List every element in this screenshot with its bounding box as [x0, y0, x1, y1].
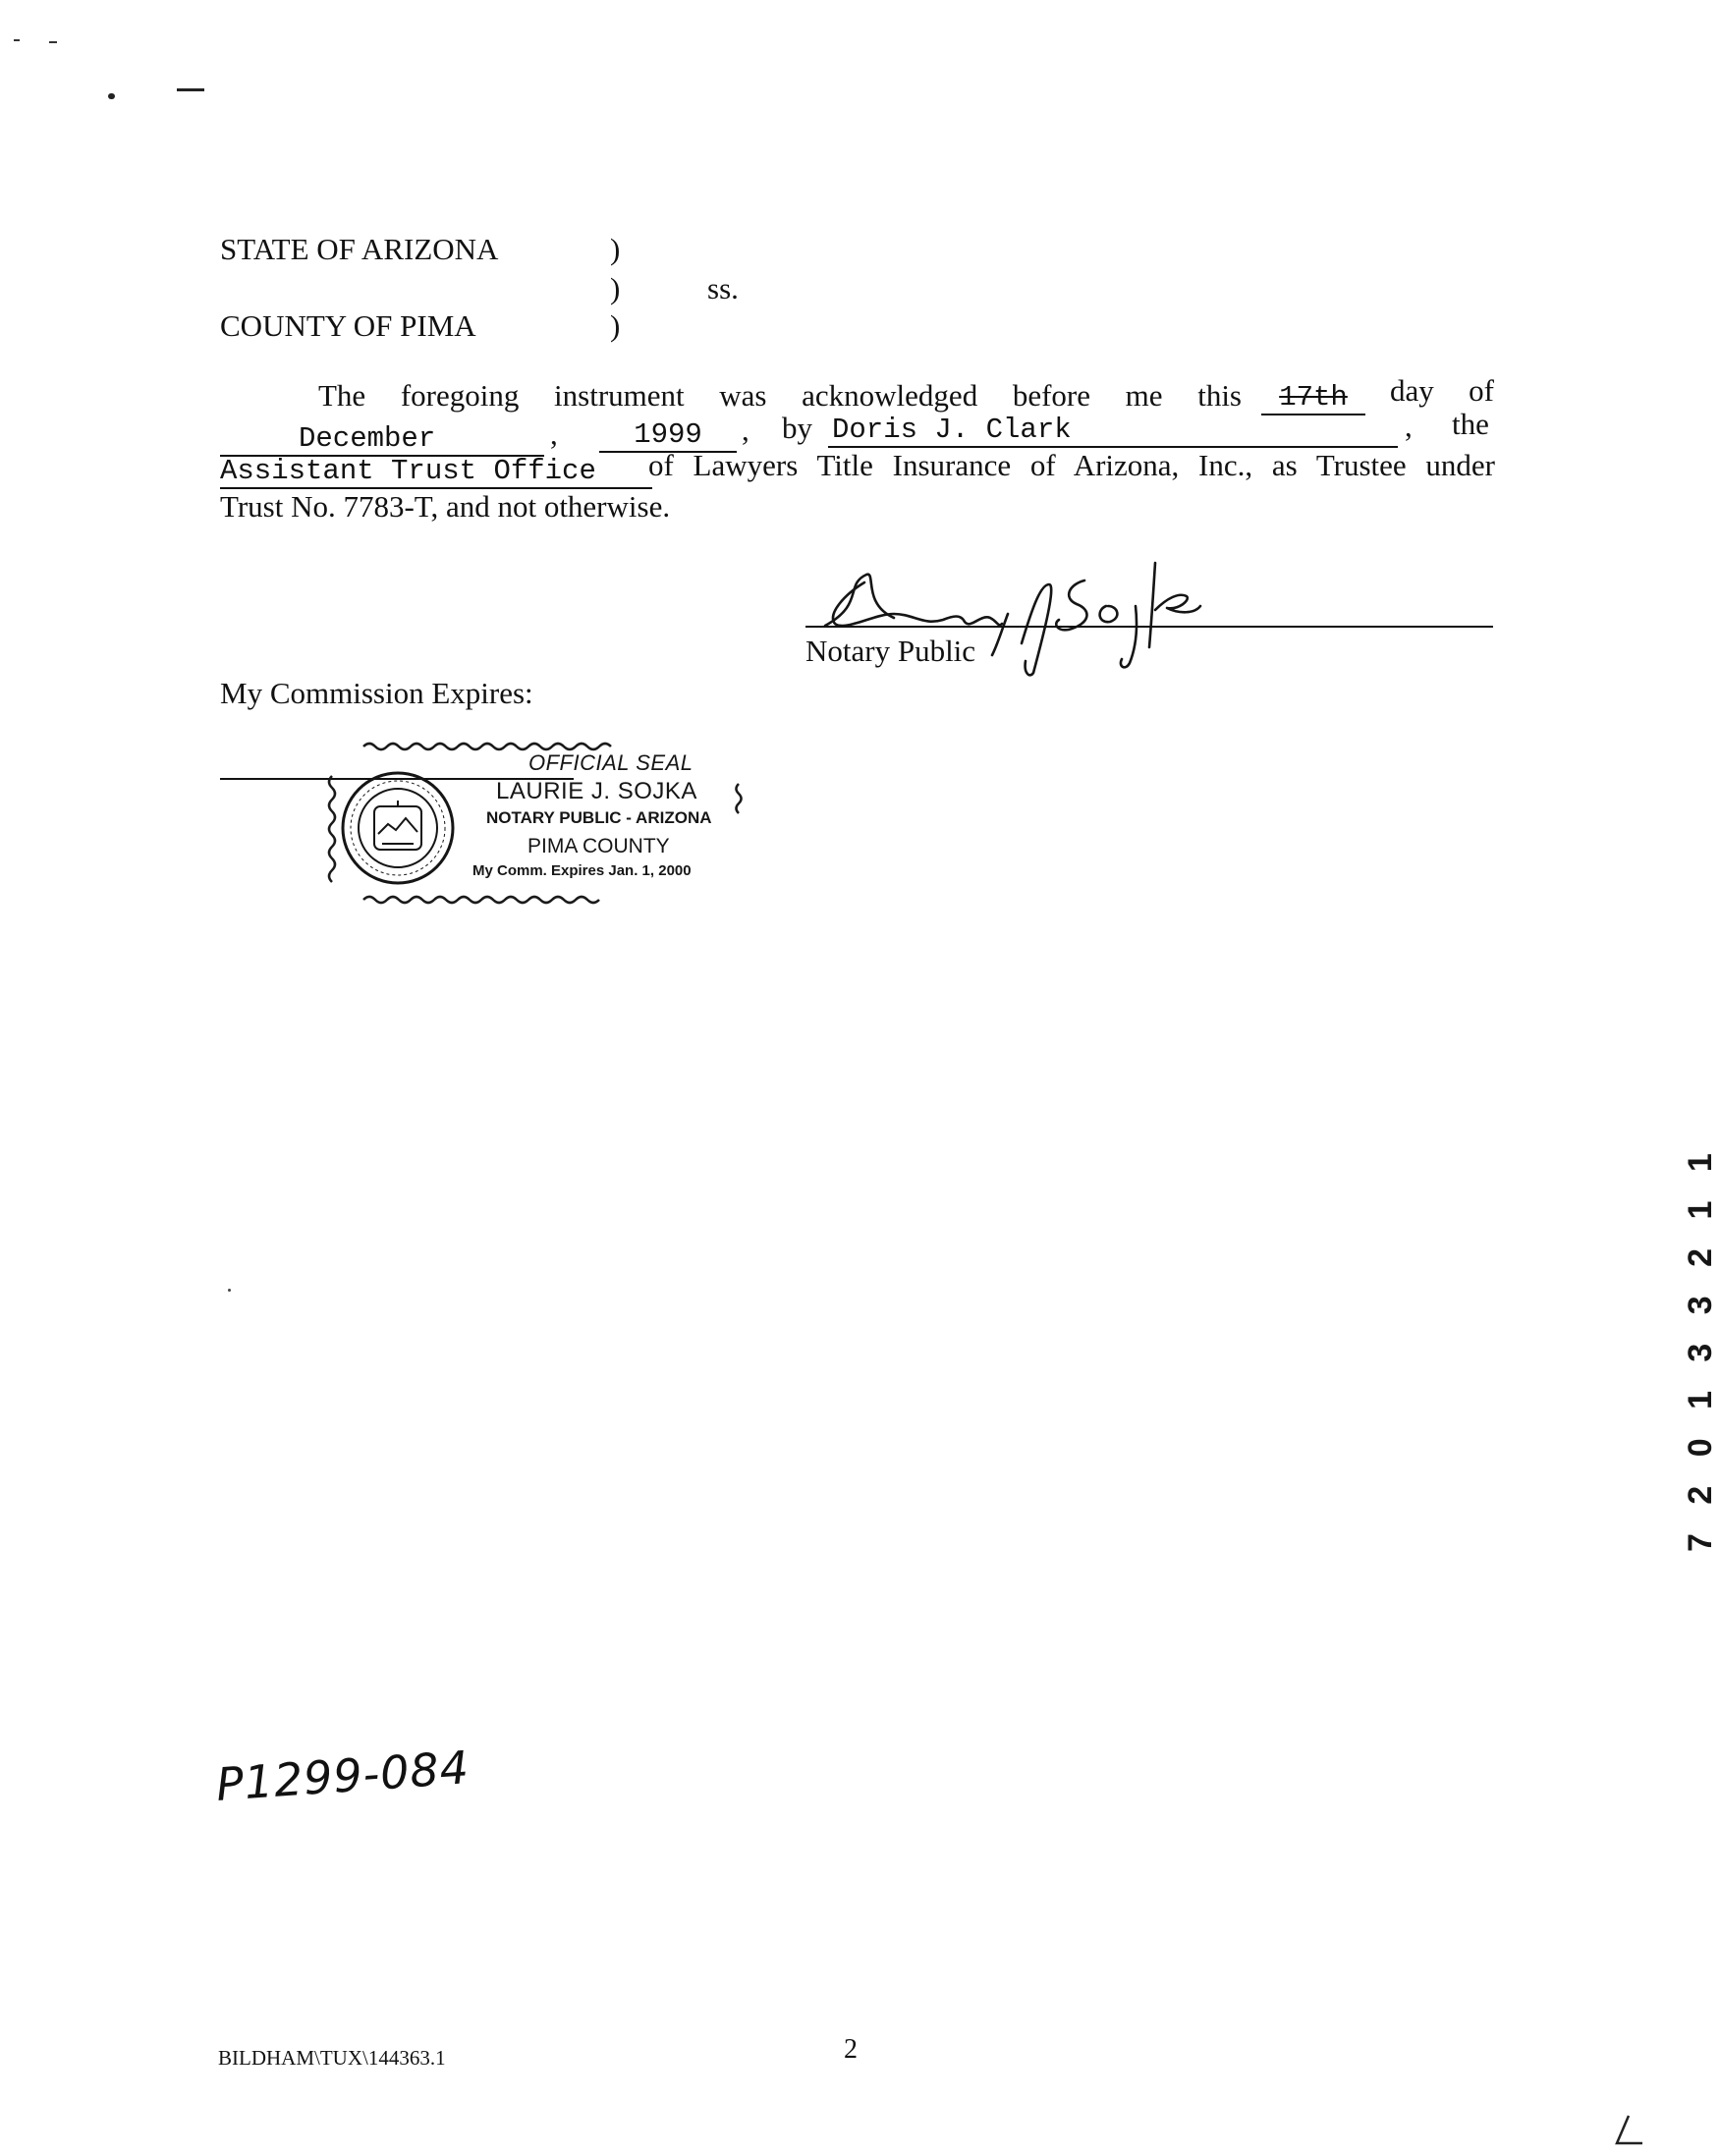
comma-2: , — [742, 413, 749, 447]
notary-signature-line — [805, 626, 1493, 628]
handwritten-file-number: P1299-084 — [214, 1741, 472, 1811]
paren-1: ) — [610, 232, 621, 266]
scan-speck — [177, 88, 204, 91]
ack-day-field — [1261, 381, 1365, 415]
recording-number-stamp: 7 2 0 1 3 3 2 1 1 — [1682, 1143, 1719, 1552]
scan-speck — [49, 41, 57, 43]
comma-1: , — [550, 416, 558, 451]
comma-3: , — [1405, 409, 1413, 443]
footer-page-number: 2 — [844, 2034, 858, 2065]
arizona-state-seal-icon — [339, 769, 457, 887]
seal-line-official: OFFICIAL SEAL — [528, 750, 694, 775]
ack-day: 17th — [1279, 381, 1348, 414]
seal-line-name: LAURIE J. SOJKA — [496, 778, 697, 804]
scan-speck — [108, 93, 115, 99]
ack-month-field — [220, 422, 544, 457]
commission-expires-label: My Commission Expires: — [220, 676, 533, 710]
ss-label: ss. — [707, 271, 739, 305]
state-label: STATE OF ARIZONA — [220, 232, 499, 266]
ack-by: by — [782, 411, 812, 445]
paren-2: ) — [610, 271, 621, 305]
ack-title-field — [220, 455, 652, 489]
seal-line-title: NOTARY PUBLIC - ARIZONA — [486, 808, 712, 827]
seal-line-expires: My Comm. Expires Jan. 1, 2000 — [472, 862, 692, 879]
county-label: COUNTY OF PIMA — [220, 308, 476, 343]
paren-3: ) — [610, 308, 621, 343]
ack-signer: Doris J. Clark — [832, 414, 1072, 446]
scan-speck — [228, 1289, 231, 1292]
ack-day-of: day of — [1390, 373, 1494, 408]
ack-intro: The foregoing instrument was acknowledged before me this — [318, 378, 1242, 413]
seal-line-county: PIMA COUNTY — [527, 835, 670, 857]
ack-title: Assistant Trust Office — [220, 455, 596, 487]
ack-the: the — [1452, 407, 1489, 441]
scan-speck — [14, 39, 20, 41]
ack-month: December — [299, 422, 436, 455]
ack-year: 1999 — [634, 418, 702, 451]
corner-mark — [1599, 2112, 1648, 2151]
ack-line4: Trust No. 7783-T, and not otherwise. — [220, 489, 671, 524]
ack-line3-rest: of Lawyers Title Insurance of Arizona, Inc., as Trustee under — [648, 448, 1495, 482]
notary-public-label: Notary Public — [805, 634, 976, 668]
footer-doc-id: BILDHAM\TUX\144363.1 — [218, 2046, 446, 2070]
ack-signer-field — [828, 414, 1398, 448]
